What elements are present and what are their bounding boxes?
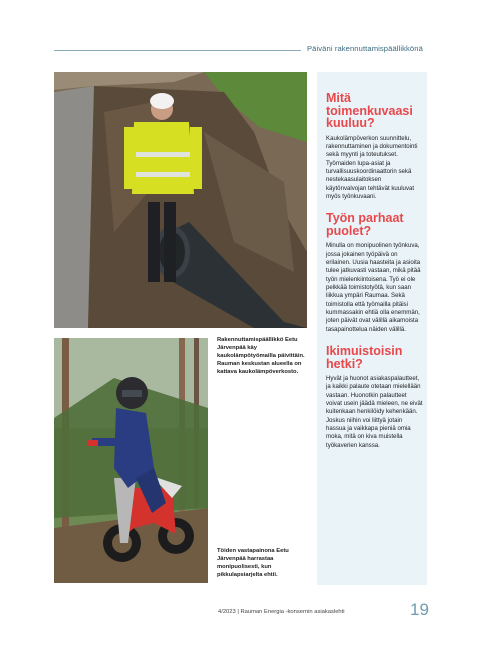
section-title: Päiväni rakennuttamispäällikkönä (307, 44, 423, 53)
header-rule (54, 50, 301, 51)
answer-1: Kaukolämpöverkon suunnittelu, rakennuttaminen ja dokumentointi sekä myynti ja toteutukset. Työmaiden lupa-asiat ja turvallisuuskoordinaattorin sekä nestekaasulaitoksen käytönvalvojan tehtävät kuuluvat myös työnkuvaani. (326, 134, 418, 200)
question-1: Mitä toimenkuvaasi kuuluu? (326, 91, 413, 130)
answer-2: Minulla on monipuolinen työnkuva, jossa jokainen työpäivä on erilainen. Uusia haasteita ja asioita tulee jatkuvasti vastaan, mikä pitää työn mielenkiintoisena. Työ ei ole pelkkää toimistotyötä, kun saan liikkua ympäri Raumaa. Sekä toimistolla että työmailla pitäisi kummassakin ehtiä olla enemmän, joten päivät ovat välillä aikamoista tasapainottelua näiden välillä. (326, 242, 421, 333)
qa-sidebar (317, 72, 427, 585)
question-3: Ikimuistoisin hetki? (326, 344, 403, 371)
caption-1-bold: Rakennuttamispäällikkö Eetu Järvenpää käy kaukolämpötyömailla päivittäin. Rauman keskustan alueella on kattava kaukolämpöverkosto. (217, 337, 305, 376)
answer-3: Hyvät ja huonot asiakaspalautteet, ja kaikki palaute otetaan mielellään vastaan. Huonotkin palautteet voivat usein jäädä mieleen, ne eivät kuitenkaan henkilöidy kehenkään. Joskus niihin voi liittyä jotain hassua ja vaikkapa pieniä omia moka, mitä on kiva muistella työkaverien kanssa. (326, 375, 423, 449)
page-number: 19 (410, 600, 429, 619)
photo-motorcycle (54, 338, 208, 583)
qa-sidebar-content (326, 92, 423, 461)
footer-issue: 4/2023 | Rauman Energia -konsernin asiakaslehti (218, 609, 345, 615)
caption-2-bold: Töiden vastapainona Eetu Järvenpää harrastaa monipuolisesti, kun pikkulapsiarjelta ehtii. (217, 548, 289, 579)
photo-caption-1 (217, 336, 309, 376)
photo-trench (54, 72, 307, 328)
photo-caption-2 (217, 547, 309, 579)
question-2: Työn parhaat puolet? (326, 211, 404, 238)
